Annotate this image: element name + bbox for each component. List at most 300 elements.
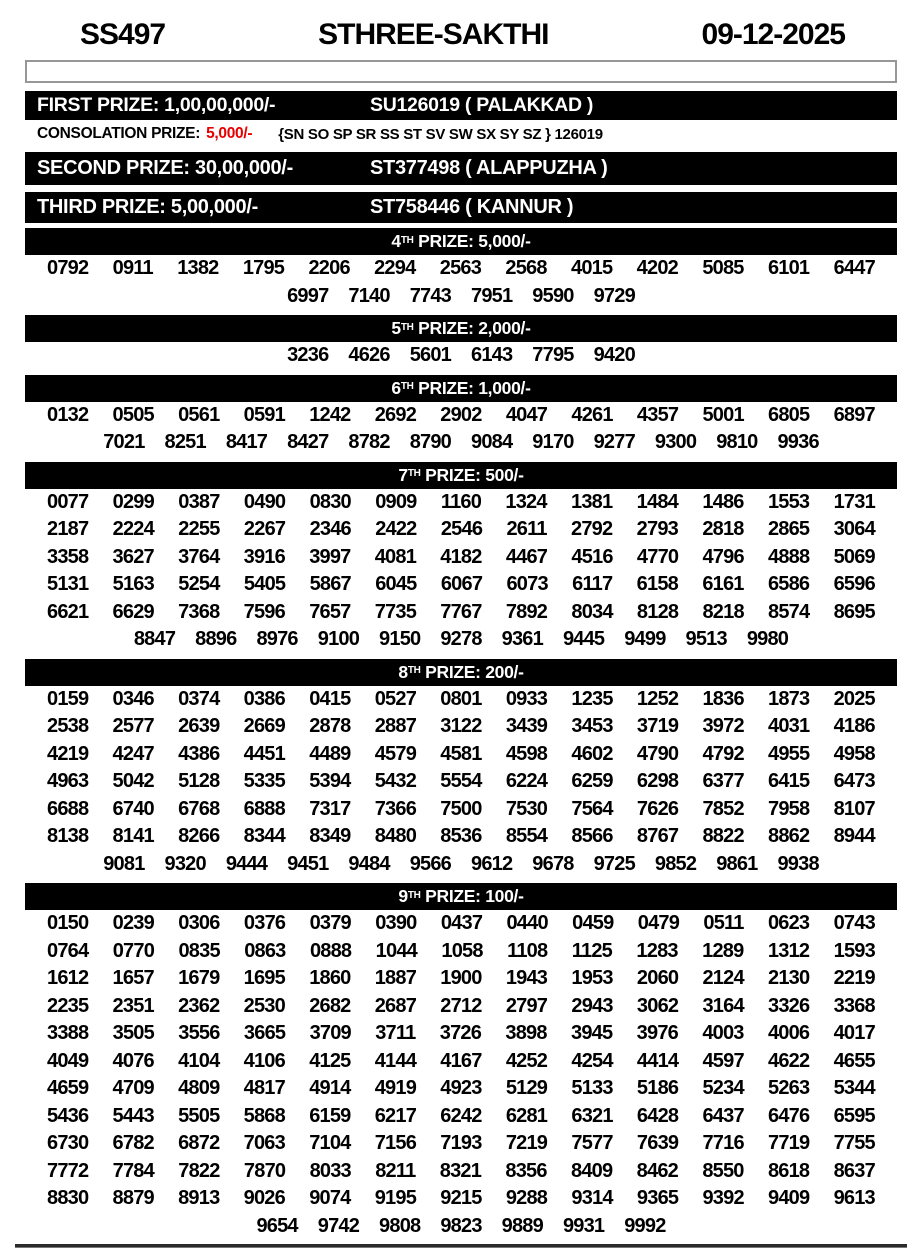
ticket-number: 2130 [768, 967, 810, 990]
ticket-number: 5867 [309, 573, 351, 596]
prize-section-9th [25, 883, 897, 1240]
ticket-number: 4167 [440, 1049, 482, 1072]
ticket-number: 4914 [309, 1077, 351, 1100]
ticket-number: 7140 [348, 284, 390, 307]
ticket-number: 7784 [112, 1159, 154, 1182]
ticket-number: 3453 [571, 715, 613, 738]
ticket-number: 7870 [243, 1159, 286, 1182]
ticket-number: 7822 [178, 1159, 220, 1182]
ticket-number: 9654 [256, 1214, 298, 1237]
ticket-number: 4125 [309, 1049, 351, 1072]
ticket-number: 5344 [833, 1077, 875, 1100]
ticket-number: 5554 [440, 770, 482, 793]
ticket-number: 8767 [636, 825, 679, 848]
ticket-number: 8344 [243, 825, 285, 848]
ticket-number: 2669 [243, 715, 285, 738]
ticket-number: 9150 [379, 628, 421, 651]
ticket-number: 2187 [47, 518, 89, 541]
ticket-number: 7104 [309, 1132, 351, 1155]
ticket-number: 8790 [409, 431, 451, 454]
ticket-number: 7772 [47, 1159, 89, 1182]
ticket-number: 4888 [768, 545, 810, 568]
ticket-number: 7366 [374, 797, 417, 820]
ticket-number: 5069 [833, 545, 875, 568]
ticket-number: 4598 [505, 742, 548, 765]
ticket-number: 0387 [178, 490, 220, 513]
ticket-number: 3972 [702, 715, 744, 738]
number-row [25, 1130, 897, 1158]
ticket-number: 8637 [833, 1159, 875, 1182]
draw-code: SS497 [80, 18, 166, 51]
ticket-number: 4602 [571, 742, 613, 765]
consolation-amount: 5,000/- [206, 125, 253, 142]
prize-header-8th: 8 $^{TH}$ PRIZE: 200/- [25, 659, 897, 686]
ticket-number: 3916 [243, 545, 285, 568]
ticket-number: 2530 [243, 994, 285, 1017]
ticket-number: 2887 [374, 715, 417, 738]
ticket-number: 4182 [440, 545, 482, 568]
ticket-number: 6298 [636, 770, 679, 793]
ticket-number: 7368 [178, 600, 220, 623]
ticket-number: 6377 [702, 770, 744, 793]
ticket-number: 2206 [308, 257, 350, 280]
ticket-number: 5001 [702, 403, 744, 426]
prize-amount-label: PRIZE: 100/- [420, 886, 524, 906]
number-row [25, 599, 897, 627]
ticket-number: 9100 [317, 628, 360, 651]
ticket-number: 2792 [571, 518, 613, 541]
first-prize-winner: SU126019 ( PALAKKAD ) [370, 94, 594, 116]
ticket-number: 7958 [768, 797, 810, 820]
ticket-number: 4031 [768, 715, 810, 738]
ticket-number: 9300 [654, 431, 697, 454]
ticket-number: 3719 [636, 715, 679, 738]
ticket-number: 4006 [767, 1022, 810, 1045]
number-row [25, 993, 897, 1021]
ticket-number: 4790 [636, 742, 679, 765]
ticket-number: 8830 [47, 1187, 89, 1210]
ticket-number: 6805 [768, 403, 810, 426]
ticket-number: 1860 [309, 967, 351, 990]
ticket-number: 1235 [571, 687, 613, 710]
ticket-number: 8944 [833, 825, 875, 848]
ticket-number: 5133 [571, 1077, 613, 1100]
ticket-number: 9420 [593, 344, 635, 367]
ticket-number: 9026 [243, 1187, 285, 1210]
number-row [25, 796, 897, 824]
ticket-number: 6101 [767, 257, 810, 280]
ticket-number: 6161 [702, 573, 744, 596]
ticket-number: 5405 [243, 573, 286, 596]
ticket-number: 0479 [637, 912, 680, 935]
ticket-number: 8896 [195, 628, 237, 651]
ticket-number: 0379 [309, 912, 351, 935]
ticket-number: 2692 [374, 403, 417, 426]
ticket-number: 7735 [374, 600, 417, 623]
ticket-number: 4581 [440, 742, 482, 765]
ticket-number: 1836 [702, 687, 744, 710]
ticket-number: 6437 [702, 1104, 744, 1127]
ticket-number: 9590 [532, 284, 574, 307]
ticket-number: 0770 [112, 939, 155, 962]
ticket-number: 3709 [309, 1022, 351, 1045]
ticket-number: 9084 [471, 431, 513, 454]
ticket-number: 3898 [505, 1022, 547, 1045]
ticket-number: 0346 [112, 687, 154, 710]
ticket-number: 0561 [178, 403, 220, 426]
ticket-number: 6586 [767, 573, 810, 596]
ticket-number: 8462 [636, 1159, 678, 1182]
ticket-number: 6143 [471, 344, 513, 367]
ticket-number: 9613 [833, 1187, 875, 1210]
prize-ordinal: 7 [398, 464, 408, 485]
ticket-number: 2025 [833, 687, 875, 710]
ticket-number: 7892 [505, 600, 548, 623]
ticket-number: 9808 [379, 1214, 421, 1237]
ticket-number: 4386 [178, 742, 220, 765]
ticket-number: 8211 [375, 1159, 416, 1182]
ticket-number: 0437 [440, 912, 483, 935]
ticket-number: 9074 [309, 1187, 351, 1210]
ticket-number: 6321 [571, 1104, 613, 1127]
prize-header-5th: 5 $^{TH}$ PRIZE: 2,000/- [25, 315, 897, 342]
ticket-number: 6621 [47, 600, 89, 623]
ticket-number: 2682 [309, 994, 351, 1017]
ticket-number: 4219 [47, 742, 89, 765]
ticket-number: 6281 [505, 1104, 548, 1127]
ticket-number: 4958 [833, 742, 875, 765]
number-row [25, 1075, 897, 1103]
ticket-number: 9278 [440, 628, 482, 651]
ticket-number: 5436 [47, 1104, 89, 1127]
ticket-number: 4003 [702, 1022, 744, 1045]
ticket-number: 2568 [505, 257, 547, 280]
empty-notice-box [25, 60, 897, 83]
ticket-number: 1283 [636, 939, 678, 962]
ticket-number: 1731 [833, 490, 875, 513]
ticket-number: 2546 [440, 518, 483, 541]
ticket-number: 6428 [636, 1104, 679, 1127]
ticket-number: 4451 [243, 742, 285, 765]
ticket-number: 4106 [243, 1049, 285, 1072]
ticket-number: 3505 [112, 1022, 154, 1045]
ticket-number: 2362 [178, 994, 220, 1017]
ticket-number: 0390 [375, 912, 417, 935]
ticket-number: 6740 [112, 797, 154, 820]
number-row [25, 741, 897, 769]
ticket-number: 4709 [112, 1077, 154, 1100]
ticket-number: 6067 [440, 573, 483, 596]
ticket-number: 3726 [439, 1022, 482, 1045]
ticket-number: 3236 [287, 344, 329, 367]
ticket-number: 6888 [243, 797, 285, 820]
ticket-number: 1381 [571, 490, 613, 513]
ticket-number: 6259 [571, 770, 613, 793]
draw-date: 09-12-2025 [701, 18, 845, 51]
ticket-number: 4622 [768, 1049, 810, 1072]
ticket-number: 1593 [833, 939, 875, 962]
ticket-number: 3368 [833, 994, 875, 1017]
ticket-number: 4047 [505, 403, 548, 426]
ticket-number: 4923 [440, 1077, 482, 1100]
number-row [25, 965, 897, 993]
ticket-number: 9823 [440, 1214, 482, 1237]
consolation-row [25, 120, 897, 148]
number-row [25, 851, 897, 879]
ticket-number: 1312 [767, 939, 810, 962]
ticket-number: 8618 [767, 1159, 810, 1182]
ticket-number: 6415 [768, 770, 810, 793]
ticket-number: 3997 [309, 545, 351, 568]
ticket-number: 7193 [440, 1132, 482, 1155]
ticket-number: 7755 [833, 1132, 875, 1155]
ticket-number: 9288 [505, 1187, 548, 1210]
ticket-number: 1108 [507, 939, 548, 962]
prize-section-4th [25, 228, 897, 310]
ticket-number: 9409 [768, 1187, 810, 1210]
ticket-number: 4655 [833, 1049, 875, 1072]
ticket-number: 4015 [571, 257, 613, 280]
ticket-number: 3439 [505, 715, 548, 738]
ticket-number: 2124 [702, 967, 744, 990]
ticket-number: 0239 [112, 912, 154, 935]
ticket-number: 6117 [572, 573, 613, 596]
number-row [25, 516, 897, 544]
ticket-number: 2943 [571, 994, 613, 1017]
ticket-number: 4597 [702, 1049, 744, 1072]
ticket-number: 0132 [47, 403, 89, 426]
ticket-number: 6688 [47, 797, 89, 820]
ticket-number: 8321 [439, 1159, 482, 1182]
ticket-number: 2224 [112, 518, 154, 541]
ticket-number: 9484 [348, 852, 390, 875]
ticket-number: 7767 [440, 600, 482, 623]
ticket-number: 0386 [243, 687, 285, 710]
ticket-number: 2611 [506, 518, 547, 541]
ticket-number: 9938 [777, 852, 819, 875]
ticket-number: 6476 [768, 1104, 810, 1127]
ticket-number: 4144 [374, 1049, 417, 1072]
ticket-number: 5234 [702, 1077, 744, 1100]
ticket-number: 1695 [243, 967, 285, 990]
ticket-number: 0505 [112, 403, 154, 426]
ticket-number: 4770 [636, 545, 679, 568]
ticket-number: 8266 [178, 825, 220, 848]
ticket-number: 7577 [571, 1132, 613, 1155]
ticket-number: 9566 [409, 852, 451, 875]
ticket-number: 4414 [636, 1049, 679, 1072]
ticket-number: 7219 [505, 1132, 548, 1155]
ticket-number: 7852 [702, 797, 744, 820]
ticket-number: 8782 [348, 431, 390, 454]
ticket-number: 8349 [309, 825, 351, 848]
ticket-number: 9314 [571, 1187, 613, 1210]
prize-ordinal: 5 [391, 318, 401, 338]
prize-amount-label: PRIZE: 5,000/- [413, 231, 531, 251]
number-row [25, 342, 897, 370]
ticket-number: 7639 [636, 1132, 679, 1155]
ticket-number: 4357 [636, 403, 679, 426]
ticket-number: 0511 [703, 912, 744, 935]
ticket-number: 1242 [309, 403, 351, 426]
ticket-number: 1058 [441, 939, 483, 962]
ticket-number: 9277 [593, 431, 635, 454]
ticket-number: 0801 [440, 687, 482, 710]
ticket-number: 1486 [702, 490, 744, 513]
number-row [25, 255, 897, 283]
ticket-number: 5128 [178, 770, 220, 793]
ticket-number: 9392 [702, 1187, 744, 1210]
number-row [25, 1103, 897, 1131]
ticket-number: 7626 [636, 797, 679, 820]
ticket-number: 2235 [47, 994, 89, 1017]
ticket-number: 0490 [243, 490, 286, 513]
second-prize-bar [25, 152, 897, 185]
ticket-number: 9365 [636, 1187, 679, 1210]
prize-section-6th [25, 375, 897, 457]
ticket-number: 3358 [47, 545, 89, 568]
ticket-number: 8417 [225, 431, 268, 454]
ticket-number: 3122 [440, 715, 482, 738]
ticket-number: 7657 [309, 600, 351, 623]
ticket-number: 8034 [571, 600, 613, 623]
prize-ordinal: 4 [391, 231, 401, 251]
ticket-number: 0933 [505, 687, 548, 710]
ticket-number: 0623 [767, 912, 810, 935]
prize-ordinal: 6 [391, 377, 401, 398]
ticket-number: 8218 [702, 600, 744, 623]
second-prize-winner: ST377498 ( ALAPPUZHA ) [370, 157, 608, 179]
ticket-number: 0299 [112, 490, 154, 513]
ticket-number: 9320 [164, 852, 206, 875]
ticket-number: 6768 [178, 797, 220, 820]
ticket-number: 9889 [501, 1214, 543, 1237]
ticket-number: 6872 [178, 1132, 220, 1155]
prize-amount-label: PRIZE: 2,000/- [413, 318, 531, 338]
ticket-number: 0830 [309, 490, 351, 513]
ticket-number: 8862 [768, 825, 810, 848]
ticket-number: 1382 [177, 257, 219, 280]
ticket-number: 6782 [112, 1132, 154, 1155]
ticket-number: 1324 [505, 490, 547, 513]
ticket-number: 8427 [287, 431, 329, 454]
ticket-number: 4919 [374, 1077, 417, 1100]
prize-ordinal: 8 [398, 661, 408, 682]
number-row [25, 823, 897, 851]
ticket-number: 9215 [440, 1187, 482, 1210]
first-prize-bar [25, 91, 897, 120]
consolation-series: {SN SO SP SR SS ST SV SW SX SY SZ } 126019 [278, 125, 603, 143]
ticket-number: 3062 [636, 994, 679, 1017]
third-prize-label: THIRD PRIZE: 5,00,000/- [37, 196, 258, 218]
ticket-number: 6997 [287, 284, 329, 307]
ticket-number: 5335 [243, 770, 285, 793]
ticket-number: 8574 [768, 600, 810, 623]
ticket-number: 6224 [505, 770, 548, 793]
ticket-number: 6595 [833, 1104, 875, 1127]
ticket-number: 5129 [505, 1077, 548, 1100]
title-bar [25, 10, 897, 56]
number-row [25, 768, 897, 796]
ticket-number: 0888 [309, 939, 352, 962]
ticket-number: 5432 [374, 770, 417, 793]
ticket-number: 9361 [501, 628, 543, 651]
ticket-number: 8879 [112, 1187, 154, 1210]
ticket-number: 9810 [716, 431, 758, 454]
ticket-number: 6473 [833, 770, 875, 793]
ticket-number: 4049 [47, 1049, 89, 1072]
ticket-number: 3164 [702, 994, 744, 1017]
ticket-number: 0376 [243, 912, 286, 935]
ticket-number: 8480 [374, 825, 417, 848]
ticket-number: 1679 [178, 967, 220, 990]
ticket-number: 7063 [243, 1132, 285, 1155]
ticket-number: 3711 [375, 1022, 416, 1045]
third-prize-winner: ST758446 ( KANNUR ) [370, 196, 574, 218]
prize-ordinal: 9 [398, 886, 408, 906]
ticket-number: 6217 [374, 1104, 417, 1127]
ticket-number: 6158 [636, 573, 678, 596]
lottery-title: STHREE-SAKTHI [318, 18, 549, 51]
ticket-number: 9729 [593, 284, 635, 307]
ticket-number: 4626 [348, 344, 390, 367]
ticket-number: 9678 [532, 852, 574, 875]
ticket-number: 0863 [244, 939, 286, 962]
ticket-number: 0911 [112, 257, 153, 280]
ticket-number: 4817 [243, 1077, 285, 1100]
ticket-number: 9499 [624, 628, 666, 651]
number-row [25, 713, 897, 741]
ticket-number: 5042 [112, 770, 154, 793]
ticket-number: 1873 [768, 687, 810, 710]
ticket-number: 2267 [243, 518, 286, 541]
ticket-number: 2060 [636, 967, 679, 990]
ticket-number: 8251 [164, 431, 206, 454]
ticket-number: 1044 [375, 939, 417, 962]
number-row [25, 283, 897, 311]
ticket-number: 7596 [243, 600, 285, 623]
ticket-number: 9081 [103, 852, 145, 875]
ticket-number: 0792 [47, 257, 89, 280]
ticket-number: 1953 [571, 967, 613, 990]
ticket-number: 8566 [571, 825, 613, 848]
ticket-number: 8695 [833, 600, 875, 623]
prize-header-7th: 7 $^{TH}$ PRIZE: 500/- [25, 462, 897, 489]
ticket-number: 8409 [571, 1159, 613, 1182]
ticket-number: 6596 [833, 573, 875, 596]
ticket-number: 7743 [409, 284, 451, 307]
ticket-number: 4104 [178, 1049, 220, 1072]
ticket-number: 7951 [471, 284, 513, 307]
ticket-number: 9936 [777, 431, 819, 454]
second-prize-label: SECOND PRIZE: 30,00,000/- [37, 157, 293, 179]
ticket-number: 2793 [636, 518, 678, 541]
ticket-number: 4516 [571, 545, 613, 568]
number-row [25, 938, 897, 966]
ticket-number: 3764 [178, 545, 220, 568]
ticket-number: 1612 [47, 967, 89, 990]
ticket-number: 0743 [833, 912, 875, 935]
ticket-number: 2712 [440, 994, 482, 1017]
ticket-number: 7156 [374, 1132, 417, 1155]
ticket-number: 6073 [506, 573, 548, 596]
ticket-number: 9612 [471, 852, 513, 875]
ticket-number: 3945 [571, 1022, 613, 1045]
ticket-number: 2639 [178, 715, 220, 738]
ticket-number: 3556 [178, 1022, 220, 1045]
number-row [25, 489, 897, 517]
number-row [25, 626, 897, 654]
